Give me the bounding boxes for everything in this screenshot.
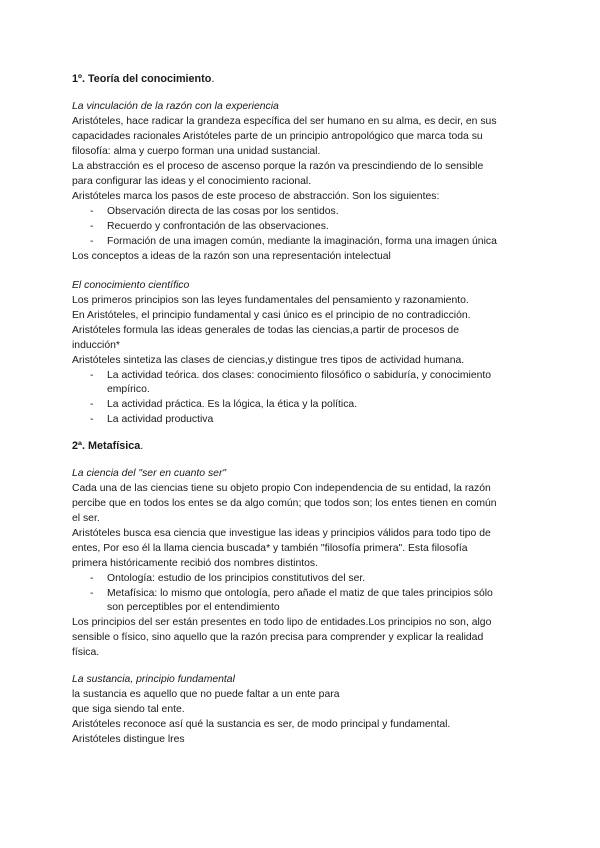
paragraph-line: que siga siendo tal ente.: [72, 704, 185, 715]
paragraph-line: Aristóteles busca esa ciencia que investigue las ideas y principios válidos para todo tipo de: [72, 528, 491, 539]
paragraph-line: En Aristóteles, el principio fundamental y casi único es el principio de no contradicción.: [72, 310, 471, 321]
subsection-ciencia-title: La ciencia del "ser en cuanto ser": [72, 468, 227, 479]
paragraph-line: Los principios del ser están presentes en todo lipo de entidades.Los principios no son, algo: [72, 617, 492, 628]
bullet-dash: -: [90, 236, 94, 247]
subsection-vinculacion-title: La vinculación de la razón con la experiencia: [72, 101, 279, 112]
bullet-dash: -: [90, 221, 94, 232]
paragraph-line: capacidades racionales Aristóteles parte de un principio antropológico que marca toda su: [72, 131, 483, 142]
paragraph-line: primera históricamente recibió dos nombres distintos.: [72, 558, 319, 569]
paragraph-line: física.: [72, 647, 100, 658]
paragraph-line: Aristóteles formula las ideas generales de todas las ciencias,a partir de procesos de: [72, 325, 459, 336]
subsection-cientifico-title: El conocimiento científico: [72, 280, 190, 291]
paragraph-line: Aristóteles sintetiza las clases de ciencias,y distingue tres tipos de actividad humana.: [72, 355, 465, 366]
bullet-item: Observación directa de las cosas por los sentidos.: [107, 206, 339, 217]
section-1-number: 1º.: [72, 73, 85, 85]
section-1-title: Teoría del conocimiento: [87, 73, 212, 85]
bullet-item: Metafísica: lo mismo que ontología, pero añade el matiz de que tales principios sólo: [107, 588, 493, 599]
paragraph-line: Aristóteles reconoce así qué la sustancia es ser, de modo principal y fundamental.: [72, 719, 451, 730]
bullet-item: Ontología: estudio de los principios constitutivos del ser.: [107, 573, 366, 584]
bullet-item-continuation: son perceptibles por el entendimiento: [107, 602, 280, 613]
paragraph-line: Los conceptos a ideas de la razón son una representación intelectual: [72, 251, 391, 262]
paragraph-line: Aristóteles, hace radicar la grandeza específica del ser humano en su alma, es decir, en sus: [72, 116, 497, 127]
section-2-number: 2ª.: [72, 440, 86, 452]
bullet-dash: -: [90, 414, 94, 425]
paragraph-line: percibe que en todos los entes se da algo común; que todos son; los entes tienen en común: [72, 498, 497, 509]
paragraph-line: La abstracción es el proceso de ascenso porque la razón va prescindiendo de lo sensible: [72, 161, 484, 172]
paragraph-line: Aristóteles marca los pasos de este proceso de abstracción. Son los siguientes:: [72, 191, 440, 202]
bullet-item: La actividad teórica. dos clases: conocimiento filosófico o sabiduría, y conocimiento: [107, 370, 492, 381]
paragraph-line: Aristóteles distingue lres: [72, 734, 185, 745]
paragraph-line: el ser.: [72, 513, 100, 524]
paragraph-line: Los primeros principios son las leyes fundamentales del pensamiento y razonamiento.: [72, 295, 469, 306]
section-2-title: Metafísica: [88, 440, 141, 452]
paragraph-line: inducción*: [72, 340, 120, 351]
section-2-heading: 2ª. Metafísica.: [72, 440, 144, 452]
bullet-dash: -: [90, 573, 94, 584]
bullet-dash: -: [90, 370, 94, 381]
paragraph-line: filosofía: alma y cuerpo forman una unidad sustancial.: [72, 146, 321, 157]
bullet-item: Recuerdo y confrontación de las observaciones.: [107, 221, 329, 232]
section-1-heading: 1º. Teoría del conocimiento.: [72, 73, 215, 85]
bullet-dash: -: [90, 206, 94, 217]
paragraph-line: entes, Por eso él la llama ciencia buscada* y también "filosofía primera". Esta filosofía: [72, 543, 468, 554]
subsection-sustancia-title: La sustancia, principio fundamental: [72, 674, 235, 685]
bullet-item: La actividad práctica. Es la lógica, la ética y la política.: [107, 399, 358, 410]
bullet-item: Formación de una imagen común, mediante la imaginación, forma una imagen única: [107, 236, 497, 247]
bullet-dash: -: [90, 399, 94, 410]
paragraph-line: para configurar las ideas y el conocimiento racional.: [72, 176, 312, 187]
bullet-item: La actividad productiva: [107, 414, 214, 425]
bullet-item-continuation: empírico.: [107, 384, 150, 395]
paragraph-line: sensible o físico, sino aquello que la razón precisa para comprender y explicar la realidad: [72, 632, 484, 643]
paragraph-line: Cada una de las ciencias tiene su objeto propio Con independencia de su entidad, la razón: [72, 483, 491, 494]
paragraph-line: la sustancia es aquello que no puede faltar a un ente para: [72, 689, 340, 700]
bullet-dash: -: [90, 588, 94, 599]
